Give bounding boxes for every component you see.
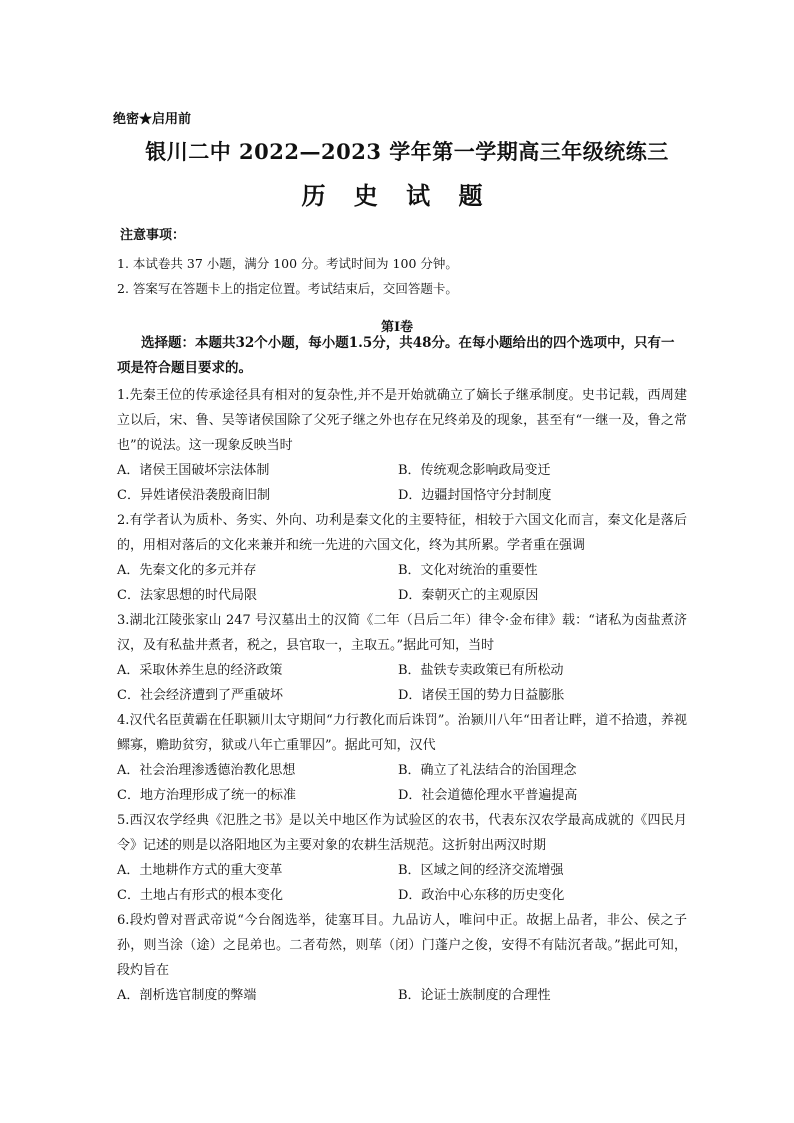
question-stem: 6.段灼曾对晋武帝说“今台阁选举，徒塞耳目。九品访人，唯问中正。故据上品者，非公、侯之子孙，则当涂（途）之昆弟也。二者苟然，则荜（闭）门蓬户之俊，安得不有陆沉者哉。”据此可知，段灼旨在 [117, 913, 687, 978]
option-c: C．社会经济遭到了严重破坏 [117, 688, 283, 703]
option-b: B．区域之间的经济交流增强 [398, 863, 564, 878]
question-stem: 5.西汉农学经典《氾胜之书》是以关中地区作为试验区的农书，代表东汉农学最高成就的《四民月令》记述的则是以洛阳地区为主要对象的农耕生活规范。这折射出两汉时期 [117, 813, 687, 853]
question-stem: 3.湖北江陵张家山 247 号汉墓出土的汉简《二年（吕后二年）律令·金布律》载：“诸私为卤盐煮济汉，及有私盐井煮者，税之，县官取一，主取五。”据此可知，当时 [117, 613, 687, 653]
section-title: 第Ⅰ卷 [380, 320, 414, 335]
option-c: C．异姓诸侯沿袭殷商旧制 [117, 488, 270, 503]
option-b: B．传统观念影响政局变迁 [398, 463, 551, 478]
option-b: B．确立了礼法结合的治国理念 [398, 763, 577, 778]
question-stem: 2.有学者认为质朴、务实、外向、功利是秦文化的主要特征，相较于六国文化而言，秦文化是落后的，用相对落后的文化来兼并和统一先进的六国文化，终为其所累。学者重在强调 [117, 513, 687, 553]
option-b: B．论证士族制度的合理性 [398, 988, 551, 1003]
notice-item: 2. 答案写在答题卡上的指定位置。考试结束后，交回答题卡。 [117, 281, 458, 296]
notice-heading: 注意事项： [120, 228, 186, 243]
confidential-mark: 绝密★启用前 [113, 112, 192, 127]
option-c: C．土地占有形式的根本变化 [117, 888, 283, 903]
section-instructions: 选择题：本题共32个小题，每小题1.5分，共48分。在每小题给出的四个选项中，只有一项是符合题目要求的。 [117, 335, 675, 376]
option-b: B．文化对统治的重要性 [398, 563, 538, 578]
option-a: A．社会治理渗透德治教化思想 [117, 763, 296, 778]
exam-title: 银川二中 2022—2023 学年第一学期高三年级统练三 [145, 139, 669, 164]
option-b: B．盐铁专卖政策已有所松动 [398, 663, 564, 678]
option-c: C．法家思想的时代局限 [117, 588, 257, 603]
notice-item: 1. 本试卷共 37 小题，满分 100 分。考试时间为 100 分钟。 [117, 256, 458, 271]
option-d: D．边疆封国恪守分封制度 [398, 488, 552, 503]
option-a: A．采取休养生息的经济政策 [117, 663, 283, 678]
exam-subject: 历 史 试 题 [301, 181, 493, 210]
option-c: C．地方治理形成了统一的标准 [117, 788, 296, 803]
option-d: D．诸侯王国的势力日益膨胀 [398, 688, 565, 703]
option-a: A．诸侯王国破坏宗法体制 [117, 463, 270, 478]
option-d: D．政治中心东移的历史变化 [398, 888, 565, 903]
option-d: D．社会道德伦理水平普遍提高 [398, 788, 578, 803]
option-a: A．土地耕作方式的重大变革 [117, 863, 283, 878]
question-stem: 4.汉代名臣黄霸在任职颍川太守期间“力行教化而后诛罚”。治颍川八年“田者让畔，道不拾遗，养视鳏寡，赡助贫穷，狱或八年亡重罪囚”。据此可知，汉代 [117, 713, 687, 753]
option-d: D．秦朝灭亡的主观原因 [398, 588, 539, 603]
option-a: A．先秦文化的多元并存 [117, 563, 257, 578]
question-stem: 1.先秦王位的传承途径具有相对的复杂性,并不是开始就确立了嫡长子继承制度。史书记载，西周建立以后，宋、鲁、吴等诸侯国除了父死子继之外也存在兄终弟及的现象，甚至有“一继一及，鲁之常也”的说法。这一现象反映当时 [117, 388, 687, 453]
option-a: A．剖析选官制度的弊端 [117, 988, 257, 1003]
